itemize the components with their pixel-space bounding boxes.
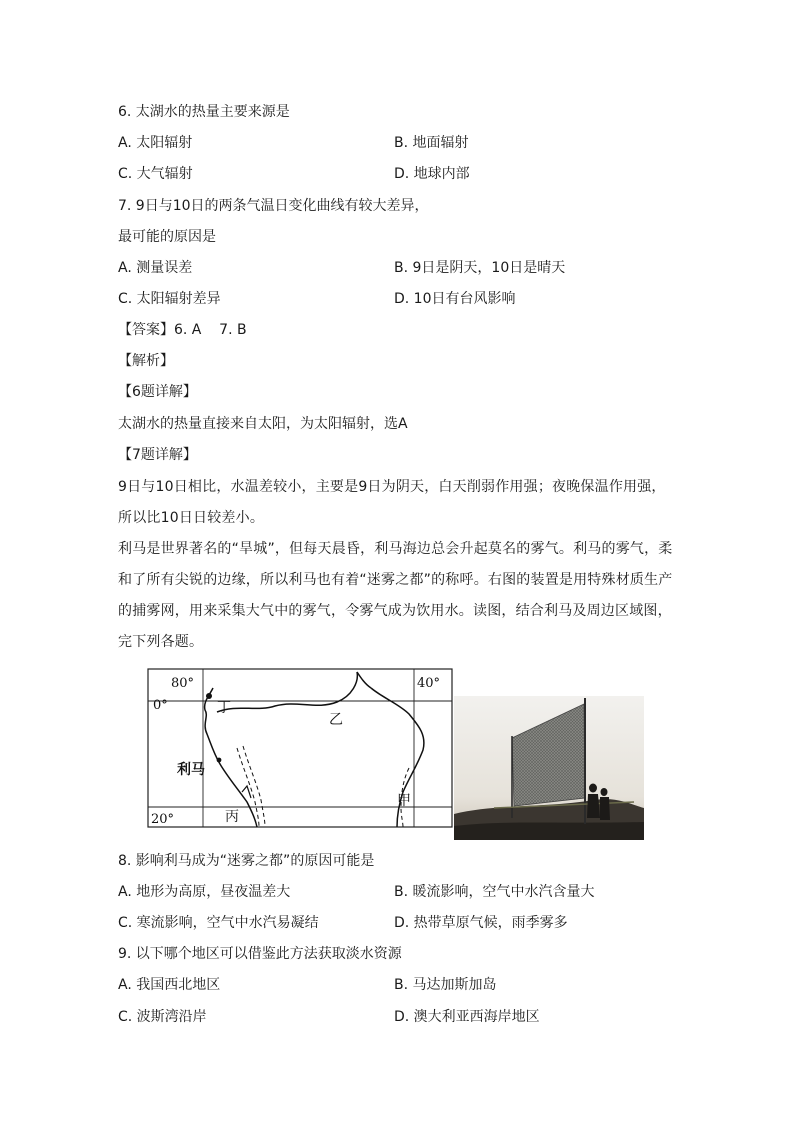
label-bing: 丙: [225, 809, 239, 825]
q9-stem: 9. 以下哪个地区可以借鉴此方法获取淡水资源: [118, 946, 402, 962]
q7-stem-line2: 最可能的原因是: [118, 229, 216, 245]
figure: [147, 668, 645, 840]
answer-line: 【答案】6. A 7. B: [118, 322, 247, 338]
detail-7-text: 9日与10日相比，水温差较小，主要是9日为阴天，白天削弱作用强；夜晚保温作用强，所以比10日日较差小。: [118, 479, 666, 526]
q8-option-d: D. 热带草原气候，雨季雾多: [394, 915, 568, 931]
q7-option-a: A. 测量误差: [118, 260, 193, 276]
label-ding: 丁: [217, 700, 231, 716]
q8-stem: 8. 影响利马成为“迷雾之都”的原因可能是: [118, 853, 375, 869]
south-america-map: [147, 668, 453, 828]
q7-option-b: B. 9日是阴天，10日是晴天: [394, 260, 566, 276]
q7-stem-line1: 7. 9日与10日的两条气温日变化曲线有较大差异，: [118, 198, 429, 214]
label-lat-0: 0°: [153, 698, 168, 713]
detail-6-heading: 【6题详解】: [118, 384, 197, 400]
q9-option-b: B. 马达加斯加岛: [394, 977, 497, 993]
detail-6-text: 太湖水的热量直接来自太阳，为太阳辐射，选A: [118, 416, 408, 432]
q6-stem: 6. 太湖水的热量主要来源是: [118, 104, 290, 120]
q6-option-d: D. 地球内部: [394, 166, 470, 182]
fog-net-photo: [454, 696, 644, 840]
q6-option-b: B. 地面辐射: [394, 135, 469, 151]
label-lon-40: 40°: [417, 676, 441, 691]
q8-option-a: A. 地形为高原，昼夜温差大: [118, 884, 291, 900]
q8-option-c: C. 寒流影响，空气中水汽易凝结: [118, 915, 319, 931]
lima-dot: [217, 758, 222, 763]
detail-7-heading: 【7题详解】: [118, 447, 197, 463]
label-lat-20: 20°: [151, 812, 175, 827]
q7-option-c: C. 太阳辐射差异: [118, 291, 221, 307]
q6-option-a: A. 太阳辐射: [118, 135, 193, 151]
q9-option-d: D. 澳大利亚西海岸地区: [394, 1009, 540, 1025]
q6-option-c: C. 大气辐射: [118, 166, 193, 182]
q7-option-d: D. 10日有台风影响: [394, 291, 516, 307]
q9-option-c: C. 波斯湾沿岸: [118, 1009, 207, 1025]
point-ding-dot: [206, 693, 212, 699]
label-lon-80: 80°: [171, 676, 195, 691]
q9-option-a: A. 我国西北地区: [118, 977, 221, 993]
label-yi: 乙: [329, 712, 343, 728]
analysis-heading: 【解析】: [118, 353, 174, 369]
q8-option-b: B. 暖流影响，空气中水汽含量大: [394, 884, 595, 900]
label-lima: 利马: [177, 762, 205, 778]
lima-passage: 利马是世界著名的“旱城”，但每天晨昏，利马海边总会升起莫名的雾气。利马的雾气，柔和了所有尖锐的边缘，所以利马也有着“迷雾之都”的称呼。右图的装置是用特殊材质生产的捕雾网，用来采集大气中的雾气，令雾气成为饮用水。读图，结合利马及周边区域图，完下列各题。: [118, 541, 673, 650]
label-jia: 甲: [397, 793, 411, 809]
